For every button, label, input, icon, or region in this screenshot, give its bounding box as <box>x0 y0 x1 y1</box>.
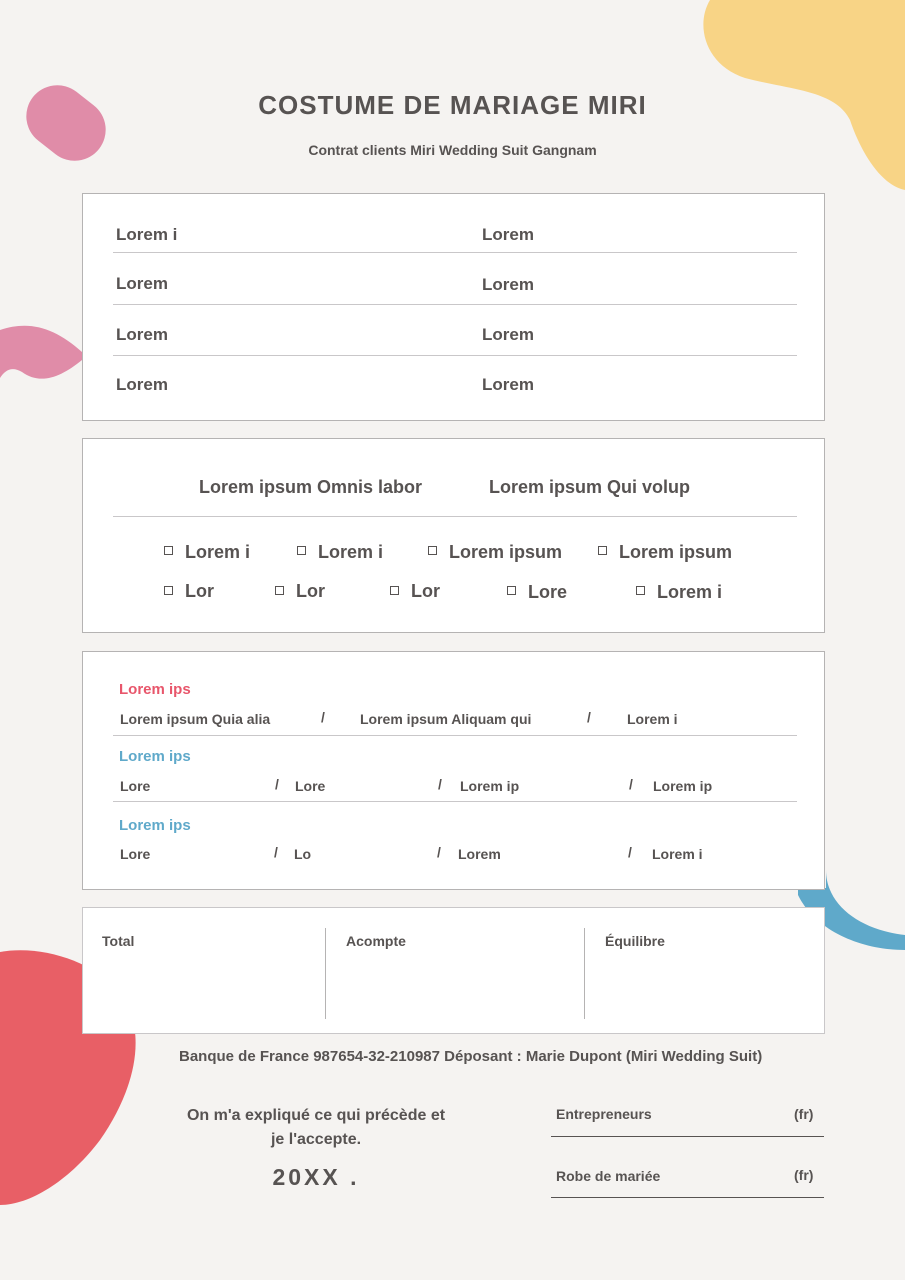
info-row-3-left: Lorem <box>116 325 168 344</box>
option-label: Lorem ipsum <box>449 542 563 562</box>
section-label: Lorem ips <box>119 681 191 698</box>
checkbox[interactable] <box>275 586 284 595</box>
detail-value: Lorem <box>458 846 501 862</box>
agreement-text <box>160 1104 472 1152</box>
totals-panel <box>82 907 825 1034</box>
checkbox[interactable] <box>636 586 645 595</box>
pink-pill <box>14 73 118 174</box>
checkbox[interactable] <box>164 546 173 555</box>
checkbox[interactable] <box>390 586 399 595</box>
separator: / <box>275 776 279 792</box>
section-label: Lorem ips <box>119 748 191 765</box>
agreement-line-2: je l'accepte. <box>270 1131 362 1148</box>
page-subtitle: Contrat clients Miri Wedding Suit Gangnam <box>308 142 597 158</box>
option-label: Lorem i <box>318 542 384 562</box>
bank-line: Banque de France 987654-32-210987 Déposant : Marie Dupont (Miri Wedding Suit) <box>179 1048 763 1065</box>
detail-value: Lorem ipsum Quia alia <box>120 711 271 727</box>
page-title: COSTUME DE MARIAGE MIRI <box>258 90 647 120</box>
pink-wave <box>0 326 82 379</box>
signature-suffix: (fr) <box>794 1106 814 1122</box>
signature-suffix: (fr) <box>794 1167 814 1183</box>
info-row-2-right: Lorem <box>482 275 534 294</box>
option-label: Lorem ipsum <box>619 542 733 562</box>
separator: / <box>437 844 441 860</box>
checkbox[interactable] <box>507 586 516 595</box>
info-row-3-right: Lorem <box>482 325 534 344</box>
option-label: Lorem i <box>185 542 251 562</box>
options-heading-left: Lorem ipsum Omnis labor <box>199 477 423 497</box>
column-divider <box>325 928 326 1019</box>
option-label: Lor <box>411 581 440 601</box>
detail-value: Lorem i <box>627 711 678 727</box>
option-label: Lor <box>296 581 325 601</box>
options-panel <box>82 438 825 633</box>
column-divider <box>584 928 585 1019</box>
separator: / <box>274 844 278 860</box>
signature-label: Robe de mariée <box>556 1168 661 1184</box>
separator: / <box>438 776 442 792</box>
divider <box>113 735 797 736</box>
agreement-line-1: On m'a expliqué ce qui précède et <box>186 1107 446 1124</box>
divider <box>113 355 797 356</box>
checkbox[interactable] <box>164 586 173 595</box>
checkbox[interactable] <box>428 546 437 555</box>
separator: / <box>587 709 591 725</box>
divider <box>113 252 797 253</box>
divider <box>113 516 797 517</box>
info-row-1-left: Lorem i <box>116 225 178 244</box>
detail-value: Lore <box>120 778 151 794</box>
detail-value: Lore <box>120 846 151 862</box>
detail-value: Lorem ipsum Aliquam qui <box>360 711 532 727</box>
detail-value: Lorem ip <box>653 778 713 794</box>
option-label: Lorem i <box>657 582 723 602</box>
separator: / <box>321 709 325 725</box>
divider <box>113 304 797 305</box>
options-heading-right: Lorem ipsum Qui volup <box>489 477 691 497</box>
detail-value: Lo <box>294 846 312 862</box>
signature-line[interactable] <box>551 1197 824 1198</box>
divider <box>113 801 797 802</box>
info-panel <box>82 193 825 421</box>
details-panel <box>82 651 825 890</box>
option-label: Lore <box>528 582 568 602</box>
info-row-4-left: Lorem <box>116 375 168 394</box>
checkbox[interactable] <box>598 546 607 555</box>
agreement-year: 20XX . <box>272 1164 360 1190</box>
signature-label: Entrepreneurs <box>556 1106 652 1122</box>
deposit-label: Acompte <box>346 933 406 949</box>
separator: / <box>628 844 632 860</box>
detail-value: Lorem ip <box>460 778 520 794</box>
detail-value: Lorem i <box>652 846 703 862</box>
section-label: Lorem ips <box>119 817 191 834</box>
checkbox[interactable] <box>297 546 306 555</box>
total-label: Total <box>102 933 135 949</box>
info-row-1-right: Lorem <box>482 225 534 244</box>
signature-line[interactable] <box>551 1136 824 1137</box>
info-row-4-right: Lorem <box>482 375 534 394</box>
separator: / <box>629 776 633 792</box>
info-row-2-left: Lorem <box>116 274 168 293</box>
detail-value: Lore <box>295 778 326 794</box>
balance-label: Équilibre <box>605 933 665 949</box>
option-label: Lor <box>185 581 214 601</box>
